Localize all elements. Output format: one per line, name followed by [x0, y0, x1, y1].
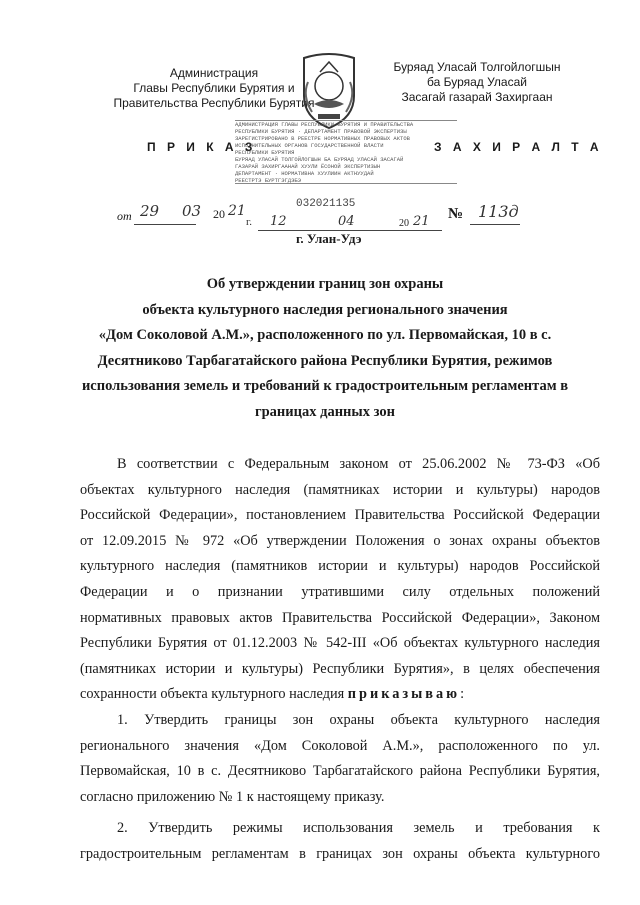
stamp-reg-day: 12 [270, 214, 287, 229]
stamp-line: ДЕПАРТАМЕНТ · НОРМАТИВНА ХУУЛИИН АКТНУУДАЙ [235, 170, 374, 177]
stamp-line: БУРЯАД УЛАСАЙ ТОЛГОЙЛОГШЫН БА БУРЯАД УЛАСАЙ ЗАСАГАЙ [235, 156, 404, 163]
number-sign: № [448, 206, 464, 222]
issuer-line: Правительства Республики Бурятия [113, 96, 315, 110]
order-day: 29 [140, 202, 160, 220]
title-line: границах данных зон [255, 403, 395, 420]
stamp-line: РЕСПУБЛИКИ БУРЯТИЯ · ДЕПАРТАМЕНТ ПРАВОВОЙ ЭКСПЕРТИЗЫ [235, 128, 407, 135]
body-line: согласно приложению № 1 к настоящему приказу. [80, 788, 385, 805]
date-label: от [117, 209, 132, 223]
order-number: 113д [478, 202, 519, 221]
issuer-line: ба Буряад Уласай [426, 75, 527, 89]
stamp-line: ЗАРЕГИСТРИРОВАНО В РЕЕСТРЕ НОРМАТИВНЫХ ПРАВОВЫХ АКТОВ [235, 135, 410, 142]
order-year: 21 [228, 203, 246, 219]
registration-stamp [235, 120, 457, 184]
stamp-line: ГАЗАРАЙ ЗАХИРГААНАЙ ХУУЛИ ЁСОНОЙ ЭКСПЕРТИЗЫН [235, 163, 381, 170]
body-line: культурного наследия (памятников истории и культуры) народов Российской [80, 558, 600, 575]
issuer-line: Главы Республики Бурятия и [133, 81, 295, 95]
body-line: Российской Федерации», постановлением Правительства Российской Федерации [80, 507, 600, 524]
body-line: 2. Утвердить режимы использования земель и требования к [117, 820, 600, 837]
doc-type-russian: П Р И К А З [147, 140, 257, 154]
document-title [60, 272, 590, 425]
issuer-line: Засагай газарай Захиргаан [401, 90, 553, 104]
number-line [470, 224, 520, 225]
body-line: Первомайская, 10 в с. Десятниково Тарбагатайского района Республики Бурятия, [80, 763, 600, 780]
body-line: объектах культурного наследия (памятниках истории и культуры) народов [80, 481, 600, 498]
title-line: объекта культурного наследия регионального значения [142, 301, 508, 318]
body-line: (памятниках истории и культуры) Республики Бурятия», в целях обеспечения [80, 660, 600, 677]
stamp-line: АДМИНИСТРАЦИЯ ГЛАВЫ РЕСПУБЛИКИ БУРЯТИЯ И ПРАВИТЕЛЬСТВА [235, 121, 414, 128]
stamp-line: РЕСПУБЛИКИ БУРЯТИЯ [235, 149, 295, 156]
stamp-reg-prefix: г. [246, 216, 253, 228]
body-line: Федерации и о признании утратившими силу отдельных положений [80, 583, 600, 600]
body-text: сохранности объекта культурного наследия [80, 686, 348, 703]
title-line: использования земель и требований к градостроительным регламентам в [81, 378, 569, 394]
body-text: : [460, 686, 465, 703]
body-line: градостроительным регламентам в границах зон охраны объекта культурного [80, 845, 600, 862]
stamp-line: РЕЕСТРТЭ БУРТГЭГДЭБЭ [235, 177, 302, 184]
body-line: регионального значения «Дом Соколовой А.М.», расположенного по ул. [80, 737, 600, 754]
title-line: Об утверждении границ зон охраны [206, 276, 444, 292]
body-line: нормативных правовых актов Правительства Российской Федерации», Законом [80, 609, 600, 626]
stamp-line: ИСПОЛНИТЕЛЬНЫХ ОРГАНОВ ГОСУДАРСТВЕННОЙ ВЛАСТИ [235, 142, 384, 149]
issuer-line: Буряад Уласай Толгойлогшын [393, 60, 561, 74]
title-line: «Дом Соколовой А.М.», расположенного по ул. Первомайская, 10 в с. [98, 327, 552, 343]
issuer-line: Администрация [169, 66, 259, 80]
body-line: В соответствии с Федеральным законом от 25.06.2002 № 73-ФЗ «Об [117, 456, 600, 472]
stamp-reg-number: 032021135 [296, 198, 356, 210]
body-line: от 12.09.2015 № 972 «Об утверждении Положения о зонах охраны объектов [80, 532, 600, 549]
body-line-ordering [80, 682, 600, 708]
order-year-prefix: 20 [213, 207, 225, 221]
stamp-reg-month: 04 [338, 214, 355, 229]
order-month: 03 [182, 202, 202, 220]
doc-type-buryat: З А Х И Р А Л Т А [434, 140, 603, 154]
document-body [80, 452, 600, 868]
stamp-reg-year-prefix: 20 [399, 218, 409, 229]
body-line: 1. Утвердить границы зон охраны объекта культурного наследия [117, 711, 600, 728]
stamp-reg-year: 21 [413, 214, 430, 229]
ordering-word: приказываю [347, 686, 461, 703]
city: г. Улан-Удэ [296, 231, 362, 246]
date-day-line [134, 224, 196, 225]
title-line: Десятниково Тарбагатайского района Республики Бурятия, режимов [97, 352, 553, 369]
body-line: Республики Бурятия от 01.12.2003 № 542-III «Об объектах культурного наследия [80, 635, 600, 652]
issuer-buryat [372, 60, 582, 105]
